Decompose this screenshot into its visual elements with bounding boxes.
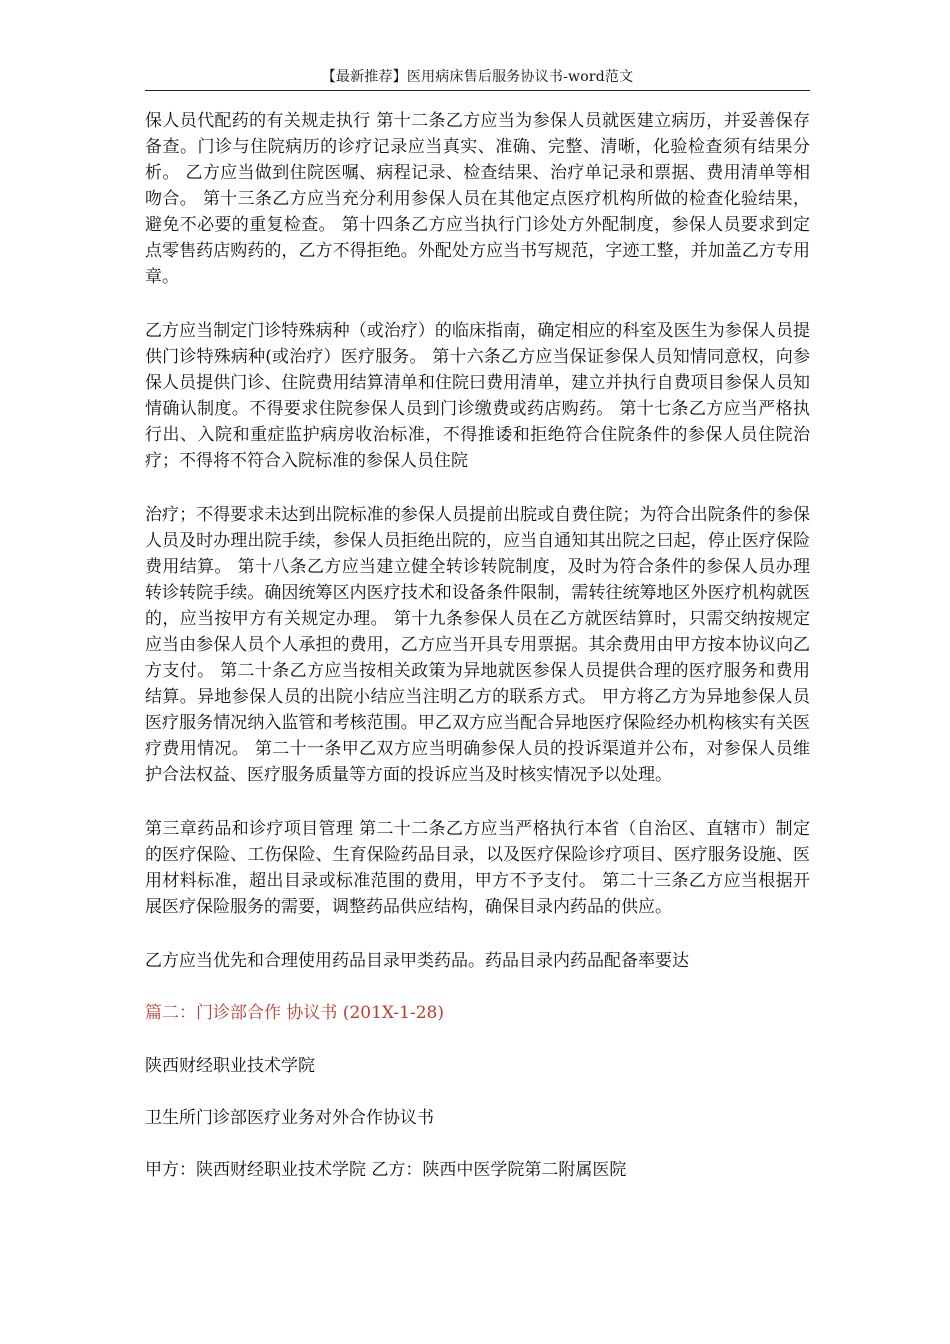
page-header — [145, 64, 810, 91]
paragraph-1: 保人员代配药的有关规走执行 第十二条乙方应当为参保人员就医建立病历，并妥善保存备查。门诊与住院病历的诊疗记录应当真实、准确、完整、清晰，化验检查须有结果分析。 乙方应当做到住院医嘱、病程记录、检查结果、治疗单记录和票据、费用清单等相吻合。 第十三条乙方应当充分利用参保人员在其他定点医疗机构所做的检查化验结果，避免不必要的重复检查。 第十四条乙方应当执行门诊处方外配制度，参保人员要求到定点零售药店购药的，乙方不得拒绝。外配处方应当书写规范，字迹工整，并加盖乙方专用章。 — [145, 111, 810, 287]
document-body — [145, 108, 810, 1209]
header-title: 【最新推荐】医用病床售后服务协议书-word范文 — [321, 69, 634, 85]
agreement-title: 卫生所门诊部医疗业务对外合作协议书 — [145, 1108, 434, 1128]
paragraph-3: 治疗；不得要求未达到出院标准的参保人员提前出脘或自费住院；为符合出院条件的参保人员及时办理出院手续，参保人员拒绝出院的，应当自通知其出院之曰起，停止医疗保险费用结算。 第十八条乙方应当建立健全转诊转院制度，及时为符合条件的参保人员办理转诊转院手续。确因统筹区内医疗技术和设备条件限制，需转往统筹地区外医疗机构就医的，应当按甲方有关规定办理。 第十九条参保人员在乙方就医结算时，只需交纳按规定应当由参保人员个人承担的费用，乙方应当开具专用票据。其余费用由甲方按本协议向乙方支付。 第二十条乙方应当按相关政策为异地就医参保人员提供合理的医疗服务和费用结算。异地参保人员的出院小结应当注明乙方的联系方式。 甲方将乙方为异地参保人员医疗服务情况纳入监管和考核范围。甲乙双方应当配合异地医疗保险经办机构核实有关医疗费用情况。 第二十一条甲乙双方应当明确参保人员的投诉渠道并公布，对参保人员维护合法权益、医疗服务质量等方面的投诉应当及时核实情况予以处理。 — [145, 505, 810, 785]
section-heading: 篇二：门诊部合作 协议书 (201X-1-28) — [145, 1003, 444, 1023]
paragraph-4: 第三章药品和诊疗项目管理 第二十二条乙方应当严格执行本省（自治区、直辖市）制定的医疗保险、工伤保险、生育保险药品目录，以及医疗保险诊疗项目、医疗服务设施、医用材料标准，超出目录或标准范围的费用，甲方不予支付。 第二十三条乙方应当根据开展医疗保险服务的需要，调整药品供应结构，确保目录内药品的供应。 — [145, 819, 810, 917]
parties-line: 甲方：陕西财经职业技术学院 乙方：陕西中医学院第二附属医院 — [145, 1160, 627, 1180]
paragraph-2: 乙方应当制定门诊特殊病种（或治疗）的临床指南，确定相应的科室及医生为参保人员提供门诊特殊病种(或治疗）医疗服务。 第十六条乙方应当保证参保人员知情同意权，向参保人员提供门诊、住院费用结算清单和住院曰费用清单，建立并执行自费项目参保人员知情确认制度。不得要求住院参保人员到门诊缴费或药店购药。 第十七条乙方应当严格执行出、入院和重症监护病房收治标准，不得推诿和拒绝符合住院条件的参保人员住院治疗；不得将不符合入院标准的参保人员住院 — [145, 321, 810, 471]
institution-name: 陕西财经职业技术学院 — [145, 1056, 315, 1076]
paragraph-5: 乙方应当优先和合理使用药品目录甲类药品。药品目录内药品配备率要达 — [145, 951, 689, 971]
